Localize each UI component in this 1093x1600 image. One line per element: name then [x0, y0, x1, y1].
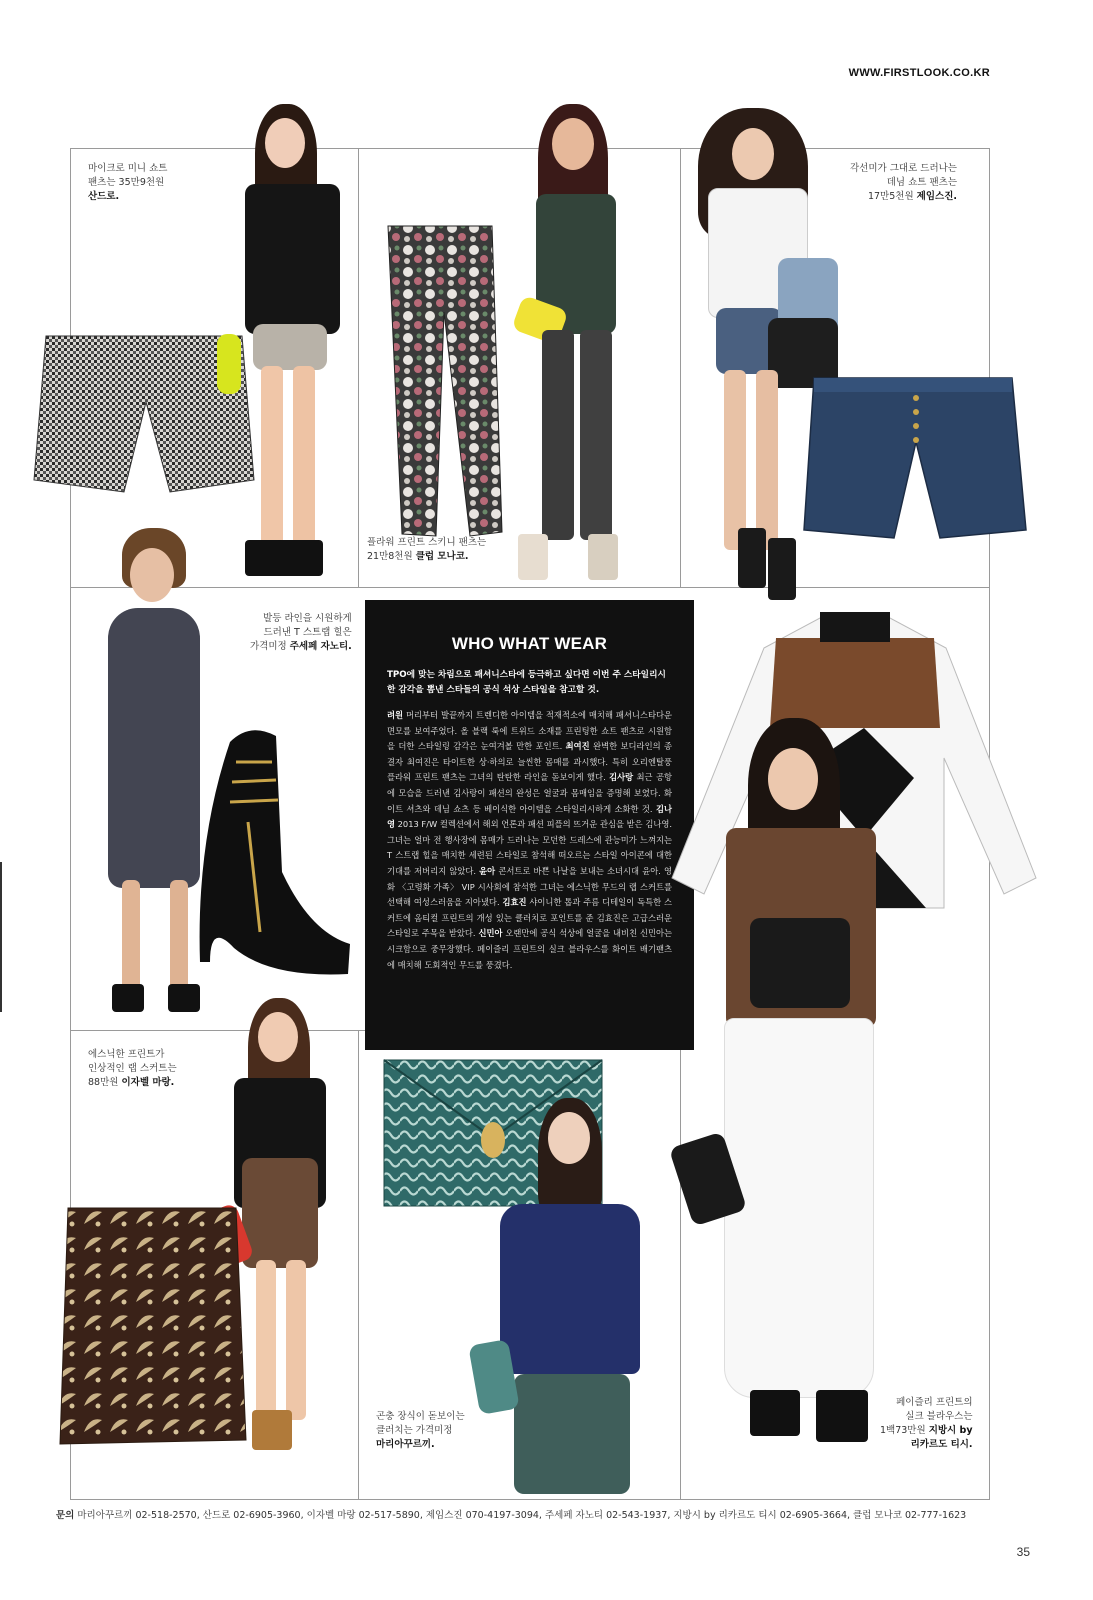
- denim-shorts-image: [800, 372, 1032, 544]
- floral-skinny-pants-image: [380, 222, 506, 540]
- celebrity-photo-choi-yeojin: [508, 104, 638, 584]
- grid-divider: [358, 1030, 359, 1500]
- caption-clutch: 곤충 장식이 돋보이는 클러치는 가격미정 마리아꾸르끼.: [376, 1411, 465, 1450]
- grid-divider: [680, 1030, 681, 1500]
- grid-divider: [358, 148, 359, 588]
- page-spine-mark: [0, 862, 2, 1012]
- celebrity-photo-kim-hyojin: [480, 1098, 660, 1493]
- caption-silk-blouse: 페이즐리 프린트의 실크 블라우스는 1백73만원 지방시 by 리카르도 티시.: [880, 1397, 973, 1450]
- caption-denim-shorts: 각선미가 그대로 드러나는 데님 쇼트 팬츠는 17만5천원 제임스진.: [850, 163, 957, 202]
- celebrity-photo-shin-mina: [690, 718, 900, 1478]
- caption-floral-pants: 플라워 프린트 스키니 팬츠는 21만8천원 클럽 모나코.: [367, 537, 487, 562]
- page-number: 35: [1016, 1545, 1030, 1559]
- ethnic-wrap-skirt-image: [54, 1204, 250, 1450]
- site-url[interactable]: WWW.FIRSTLOOK.CO.KR: [848, 67, 990, 79]
- celebrity-photo-ryeowon: [225, 104, 355, 584]
- caption-tstrap-heels: 발등 라인을 시원하게 드러낸 T 스트랩 힐은 가격미정 주세페 자노티.: [250, 613, 352, 652]
- feature-title: WHO WHAT WEAR: [451, 634, 608, 653]
- tstrap-heels-image: [190, 722, 358, 984]
- contact-info: 문의 마리아꾸르끼 02-518-2570, 산드로 02-6905-3960, 이자벨 마랑 02-517-5890, 제임스진 070-4197-3094, 주세페 자노티 02-543-1937, 지방시 by 리카르도 티시 02-6905-3664, 클럽 모나코 02-777-1623: [56, 1510, 967, 1521]
- caption-wrap-skirt: 에스닉한 프린트가 인상적인 랩 스커트는 88만원 이자벨 마랑.: [88, 1049, 177, 1088]
- feature-article: [365, 600, 694, 1050]
- caption-shorts: 마이크로 미니 쇼트 팬츠는 35만9천원 산드로.: [88, 163, 168, 202]
- feature-body: 려원 머리부터 발끝까지 트렌디한 아이템을 적재적소에 매치해 패셔니스타다운 면모를 보여주었다. 올 블랙 룩에 트위드 소재를 프린팅한 쇼트 팬츠로 시원함을 더한 스타일링 감각은 눈여겨볼 만한 포인트. 최여진 완벽한 보디라인의 종결자 최여진은 타이트한 상·하의로 늘씬한 몸매를 과시했다. 특히 오리엔탈풍 플라워 프린트 팬츠는 그녀의 탄탄한 라인을 돋보이게 했다. 김사랑 최근 공항에 모습을 드러낸 김사랑이 패션의 완성은 얼굴과 몸매임을 증명해 보였다. 화이트 셔츠와 데님 쇼츠 등 베이식한 아이템을 스타일리시하게 소화한 것. 김나영 2013 F/W 컬렉션에서 해외 언론과 패션 피플의 뜨거운 관심을 받은 김나영. 그녀는 얼마 전 행사장에 몸매가 드러나는 모던한 드레스에 관능미가 느껴지는 T 스트랩 힐을 매치한 세련된 스타일로 참석해 떠오르는 스타일 아이콘에 대한 기대를 저버리지 않았다. 윤아 콘서트로 바쁜 나날을 보내는 소녀시대 윤아. 영화 〈고령화 가족〉 VIP 시사회에 참석한 그녀는 에스닉한 무드의 랩 스커트를 선택해 여성스러움을 지아냈다. 김효진 샤이니한 톱과 주름 디테일이 독특한 스커트에 옴티컬 프린트의 개성 있는 클러치로 포인트를 준 김효진은 고급스러운 스타일로 주목을 받았다. 신민아 오랜만에 공식 석상에 얼굴을 내비친 신민아는 시크함으로 중무장했다. 페이즐리 프린트의 실크 블라우스를 화이트 배기팬츠에 매치해 도회적인 무드를 풍겼다.: [387, 710, 673, 970]
- feature-lead: TPO에 맞는 차림으로 패셔니스타에 등극하고 싶다면 이번 주 스타일리시한 감각을 뽐낸 스타들의 공식 석상 스타일을 참고할 것.: [387, 670, 666, 695]
